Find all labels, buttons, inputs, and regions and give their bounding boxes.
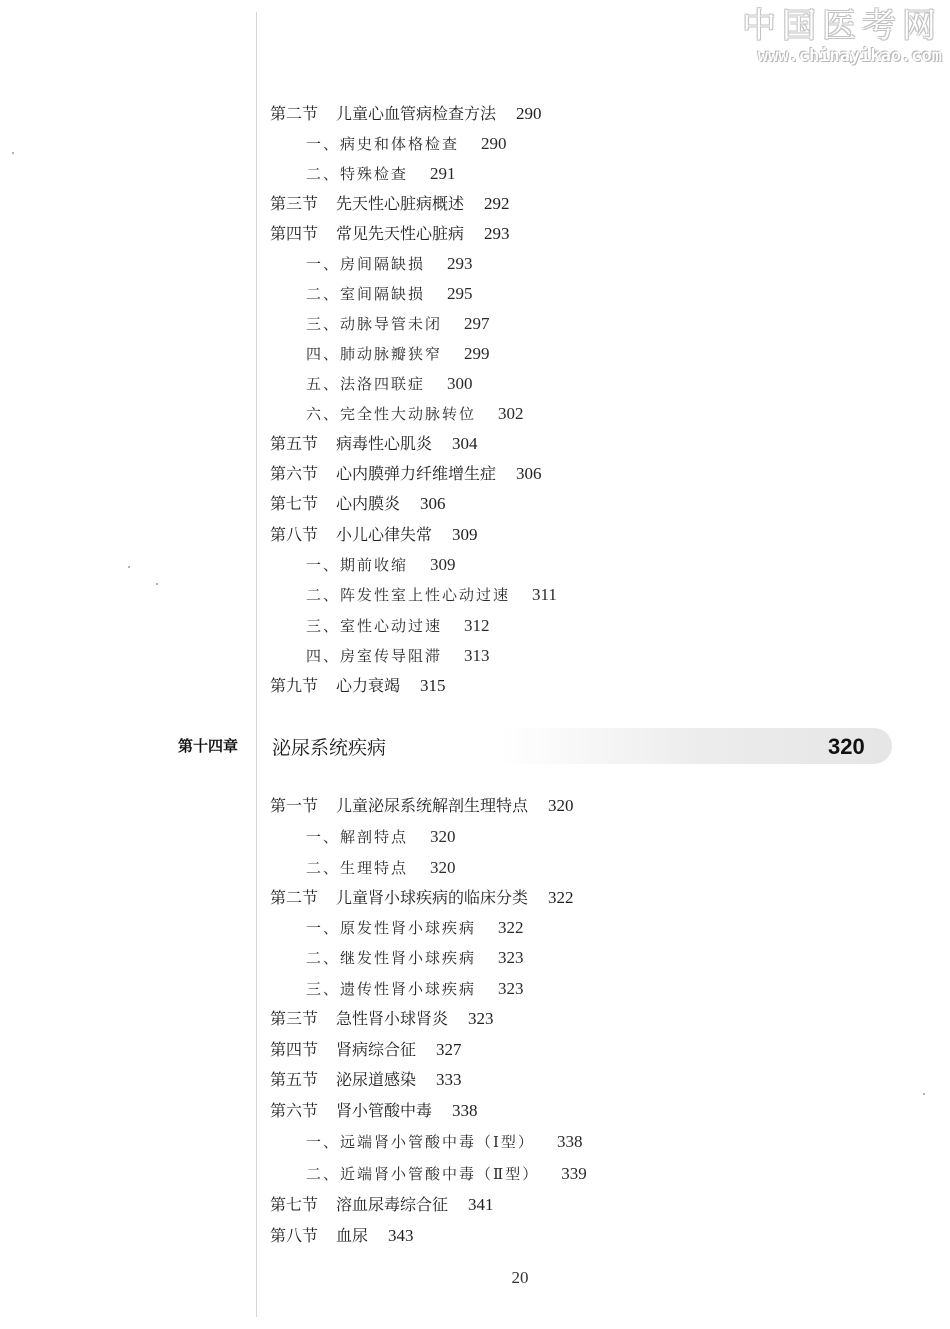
watermark-title: 中国医考网 bbox=[742, 6, 942, 46]
page-number: 306 bbox=[516, 464, 542, 483]
page-number: 322 bbox=[498, 918, 524, 937]
subsection-title: 一、病史和体格检查 bbox=[306, 135, 460, 153]
toc-section-row bbox=[270, 1222, 414, 1250]
toc-section-row bbox=[270, 220, 510, 248]
section-number: 第四节 bbox=[270, 1040, 319, 1059]
page-number: 323 bbox=[498, 979, 524, 998]
toc-subsection-row bbox=[306, 250, 473, 278]
section-number: 第六节 bbox=[270, 464, 319, 483]
subsection-title: 四、房室传导阻滞 bbox=[306, 647, 443, 665]
page-number: 295 bbox=[447, 284, 473, 303]
page-number: 292 bbox=[484, 194, 510, 213]
toc-section-row bbox=[270, 1036, 462, 1064]
toc-section-row bbox=[270, 490, 446, 518]
section-number: 第七节 bbox=[270, 1195, 319, 1214]
toc-subsection-row bbox=[306, 340, 490, 368]
page-number: 320 bbox=[548, 796, 574, 815]
page-number: 313 bbox=[464, 646, 490, 665]
page-number: 320 bbox=[430, 858, 456, 877]
scan-speck bbox=[923, 1093, 925, 1095]
subsection-title: 四、肺动脉瓣狭窄 bbox=[306, 345, 443, 363]
scan-speck bbox=[128, 566, 130, 568]
toc-subsection-row bbox=[306, 975, 524, 1003]
section-title: 泌尿道感染 bbox=[336, 1070, 417, 1089]
section-title: 儿童心血管病检查方法 bbox=[336, 104, 497, 123]
page-number: 300 bbox=[447, 374, 473, 393]
page-number: 304 bbox=[452, 434, 478, 453]
section-number: 第五节 bbox=[270, 1070, 319, 1089]
section-number: 第三节 bbox=[270, 194, 319, 213]
subsection-title: 六、完全性大动脉转位 bbox=[306, 405, 477, 423]
toc-section-row bbox=[270, 1066, 462, 1094]
toc-subsection-row bbox=[306, 1160, 587, 1188]
subsection-title: 二、特殊检查 bbox=[306, 165, 409, 183]
section-title: 心内膜炎 bbox=[336, 494, 401, 513]
toc-subsection-row bbox=[306, 1128, 582, 1156]
section-title: 先天性心脏病概述 bbox=[336, 194, 465, 213]
page-number: 291 bbox=[430, 164, 456, 183]
section-title: 血尿 bbox=[336, 1226, 369, 1245]
section-number: 第二节 bbox=[270, 104, 319, 123]
page-number: 323 bbox=[498, 948, 524, 967]
toc-section-row bbox=[270, 792, 574, 820]
toc-subsection-row bbox=[306, 160, 456, 188]
toc-section-row bbox=[270, 1191, 494, 1219]
page-number: 290 bbox=[481, 134, 507, 153]
toc-subsection-row bbox=[306, 130, 507, 158]
chapter-title: 泌尿系统疾病 bbox=[272, 737, 387, 759]
toc-subsection-row bbox=[306, 280, 473, 308]
page-footer-number: 20 bbox=[511, 1268, 529, 1287]
subsection-title: 一、房间隔缺损 bbox=[306, 255, 426, 273]
section-title: 溶血尿毒综合征 bbox=[336, 1195, 449, 1214]
toc-section-row bbox=[270, 460, 542, 488]
subsection-title: 一、期前收缩 bbox=[306, 556, 409, 574]
section-number: 第二节 bbox=[270, 888, 319, 907]
subsection-title: 三、动脉导管未闭 bbox=[306, 315, 443, 333]
section-number: 第八节 bbox=[270, 525, 319, 544]
page-number: 306 bbox=[420, 494, 446, 513]
page-number: 297 bbox=[464, 314, 490, 333]
page-number: 309 bbox=[430, 555, 456, 574]
section-title: 心内膜弹力纤维增生症 bbox=[336, 464, 497, 483]
subsection-title: 二、近端肾小管酸中毒（Ⅱ型） bbox=[306, 1165, 540, 1183]
watermark bbox=[702, 6, 942, 66]
section-title: 急性肾小球肾炎 bbox=[336, 1009, 449, 1028]
section-number: 第九节 bbox=[270, 676, 319, 695]
toc-section-row bbox=[270, 884, 574, 912]
scan-speck bbox=[156, 583, 158, 585]
toc-section-row bbox=[270, 1005, 494, 1033]
toc-section-row bbox=[270, 430, 478, 458]
watermark-url: www.chinayikao.com bbox=[757, 46, 942, 66]
toc-subsection-row bbox=[306, 581, 557, 609]
scan-speck bbox=[12, 152, 14, 154]
page-number: 309 bbox=[452, 525, 478, 544]
subsection-title: 一、远端肾小管酸中毒（Ⅰ型） bbox=[306, 1133, 535, 1151]
toc-subsection-row bbox=[306, 310, 490, 338]
toc-section-row bbox=[270, 100, 542, 128]
toc-subsection-row bbox=[306, 854, 456, 882]
subsection-title: 二、继发性肾小球疾病 bbox=[306, 949, 477, 967]
toc-subsection-row bbox=[306, 612, 490, 640]
section-number: 第三节 bbox=[270, 1009, 319, 1028]
page-number: 323 bbox=[468, 1009, 494, 1028]
page-number: 339 bbox=[561, 1164, 587, 1183]
toc-subsection-row bbox=[306, 914, 524, 942]
toc-section-row bbox=[270, 672, 446, 700]
page-number: 341 bbox=[468, 1195, 494, 1214]
section-number: 第一节 bbox=[270, 796, 319, 815]
subsection-title: 五、法洛四联症 bbox=[306, 375, 426, 393]
subsection-title: 一、解剖特点 bbox=[306, 828, 409, 846]
chapter-label: 第十四章 bbox=[178, 737, 239, 755]
section-title: 常见先天性心脏病 bbox=[336, 224, 465, 243]
toc-subsection-row bbox=[306, 944, 524, 972]
subsection-title: 一、原发性肾小球疾病 bbox=[306, 919, 477, 937]
page-number: 293 bbox=[484, 224, 510, 243]
section-number: 第六节 bbox=[270, 1101, 319, 1120]
toc-subsection-row bbox=[306, 642, 490, 670]
section-title: 心力衰竭 bbox=[336, 676, 401, 695]
section-title: 肾小管酸中毒 bbox=[336, 1101, 433, 1120]
page-number: 327 bbox=[436, 1040, 462, 1059]
page-number: 338 bbox=[556, 1132, 583, 1151]
toc-subsection-row bbox=[306, 370, 473, 398]
toc-section-row bbox=[270, 190, 510, 218]
page-number: 322 bbox=[548, 888, 574, 907]
toc-subsection-row bbox=[306, 823, 456, 851]
toc-section-row bbox=[270, 521, 478, 549]
subsection-title: 二、室间隔缺损 bbox=[306, 285, 426, 303]
section-number: 第八节 bbox=[270, 1226, 319, 1245]
toc-section-row bbox=[270, 1097, 478, 1125]
page-number: 290 bbox=[516, 104, 542, 123]
section-title: 儿童肾小球疾病的临床分类 bbox=[336, 888, 529, 907]
page-number: 320 bbox=[430, 827, 456, 846]
page-number: 333 bbox=[436, 1070, 462, 1089]
page-number: 312 bbox=[464, 616, 490, 635]
page-number: 311 bbox=[532, 585, 557, 604]
toc-subsection-row bbox=[306, 551, 456, 579]
section-number: 第五节 bbox=[270, 434, 319, 453]
chapter-page-number: 320 bbox=[828, 734, 865, 759]
section-title: 小儿心律失常 bbox=[336, 525, 433, 544]
page-number: 338 bbox=[452, 1101, 478, 1120]
subsection-title: 三、遗传性肾小球疾病 bbox=[306, 980, 477, 998]
page-number: 315 bbox=[420, 676, 446, 695]
page-number: 299 bbox=[464, 344, 490, 363]
page-number: 293 bbox=[447, 254, 473, 273]
page-number: 343 bbox=[388, 1226, 414, 1245]
subsection-title: 三、室性心动过速 bbox=[306, 617, 443, 635]
section-title: 病毒性心肌炎 bbox=[336, 434, 433, 453]
page-number: 302 bbox=[498, 404, 524, 423]
subsection-title: 二、生理特点 bbox=[306, 859, 409, 877]
section-title: 儿童泌尿系统解剖生理特点 bbox=[336, 796, 529, 815]
section-number: 第七节 bbox=[270, 494, 319, 513]
toc-subsection-row bbox=[306, 400, 524, 428]
section-number: 第四节 bbox=[270, 224, 319, 243]
subsection-title: 二、阵发性室上性心动过速 bbox=[306, 586, 511, 604]
section-title: 肾病综合征 bbox=[336, 1040, 417, 1059]
binding-margin-line bbox=[256, 12, 257, 1317]
